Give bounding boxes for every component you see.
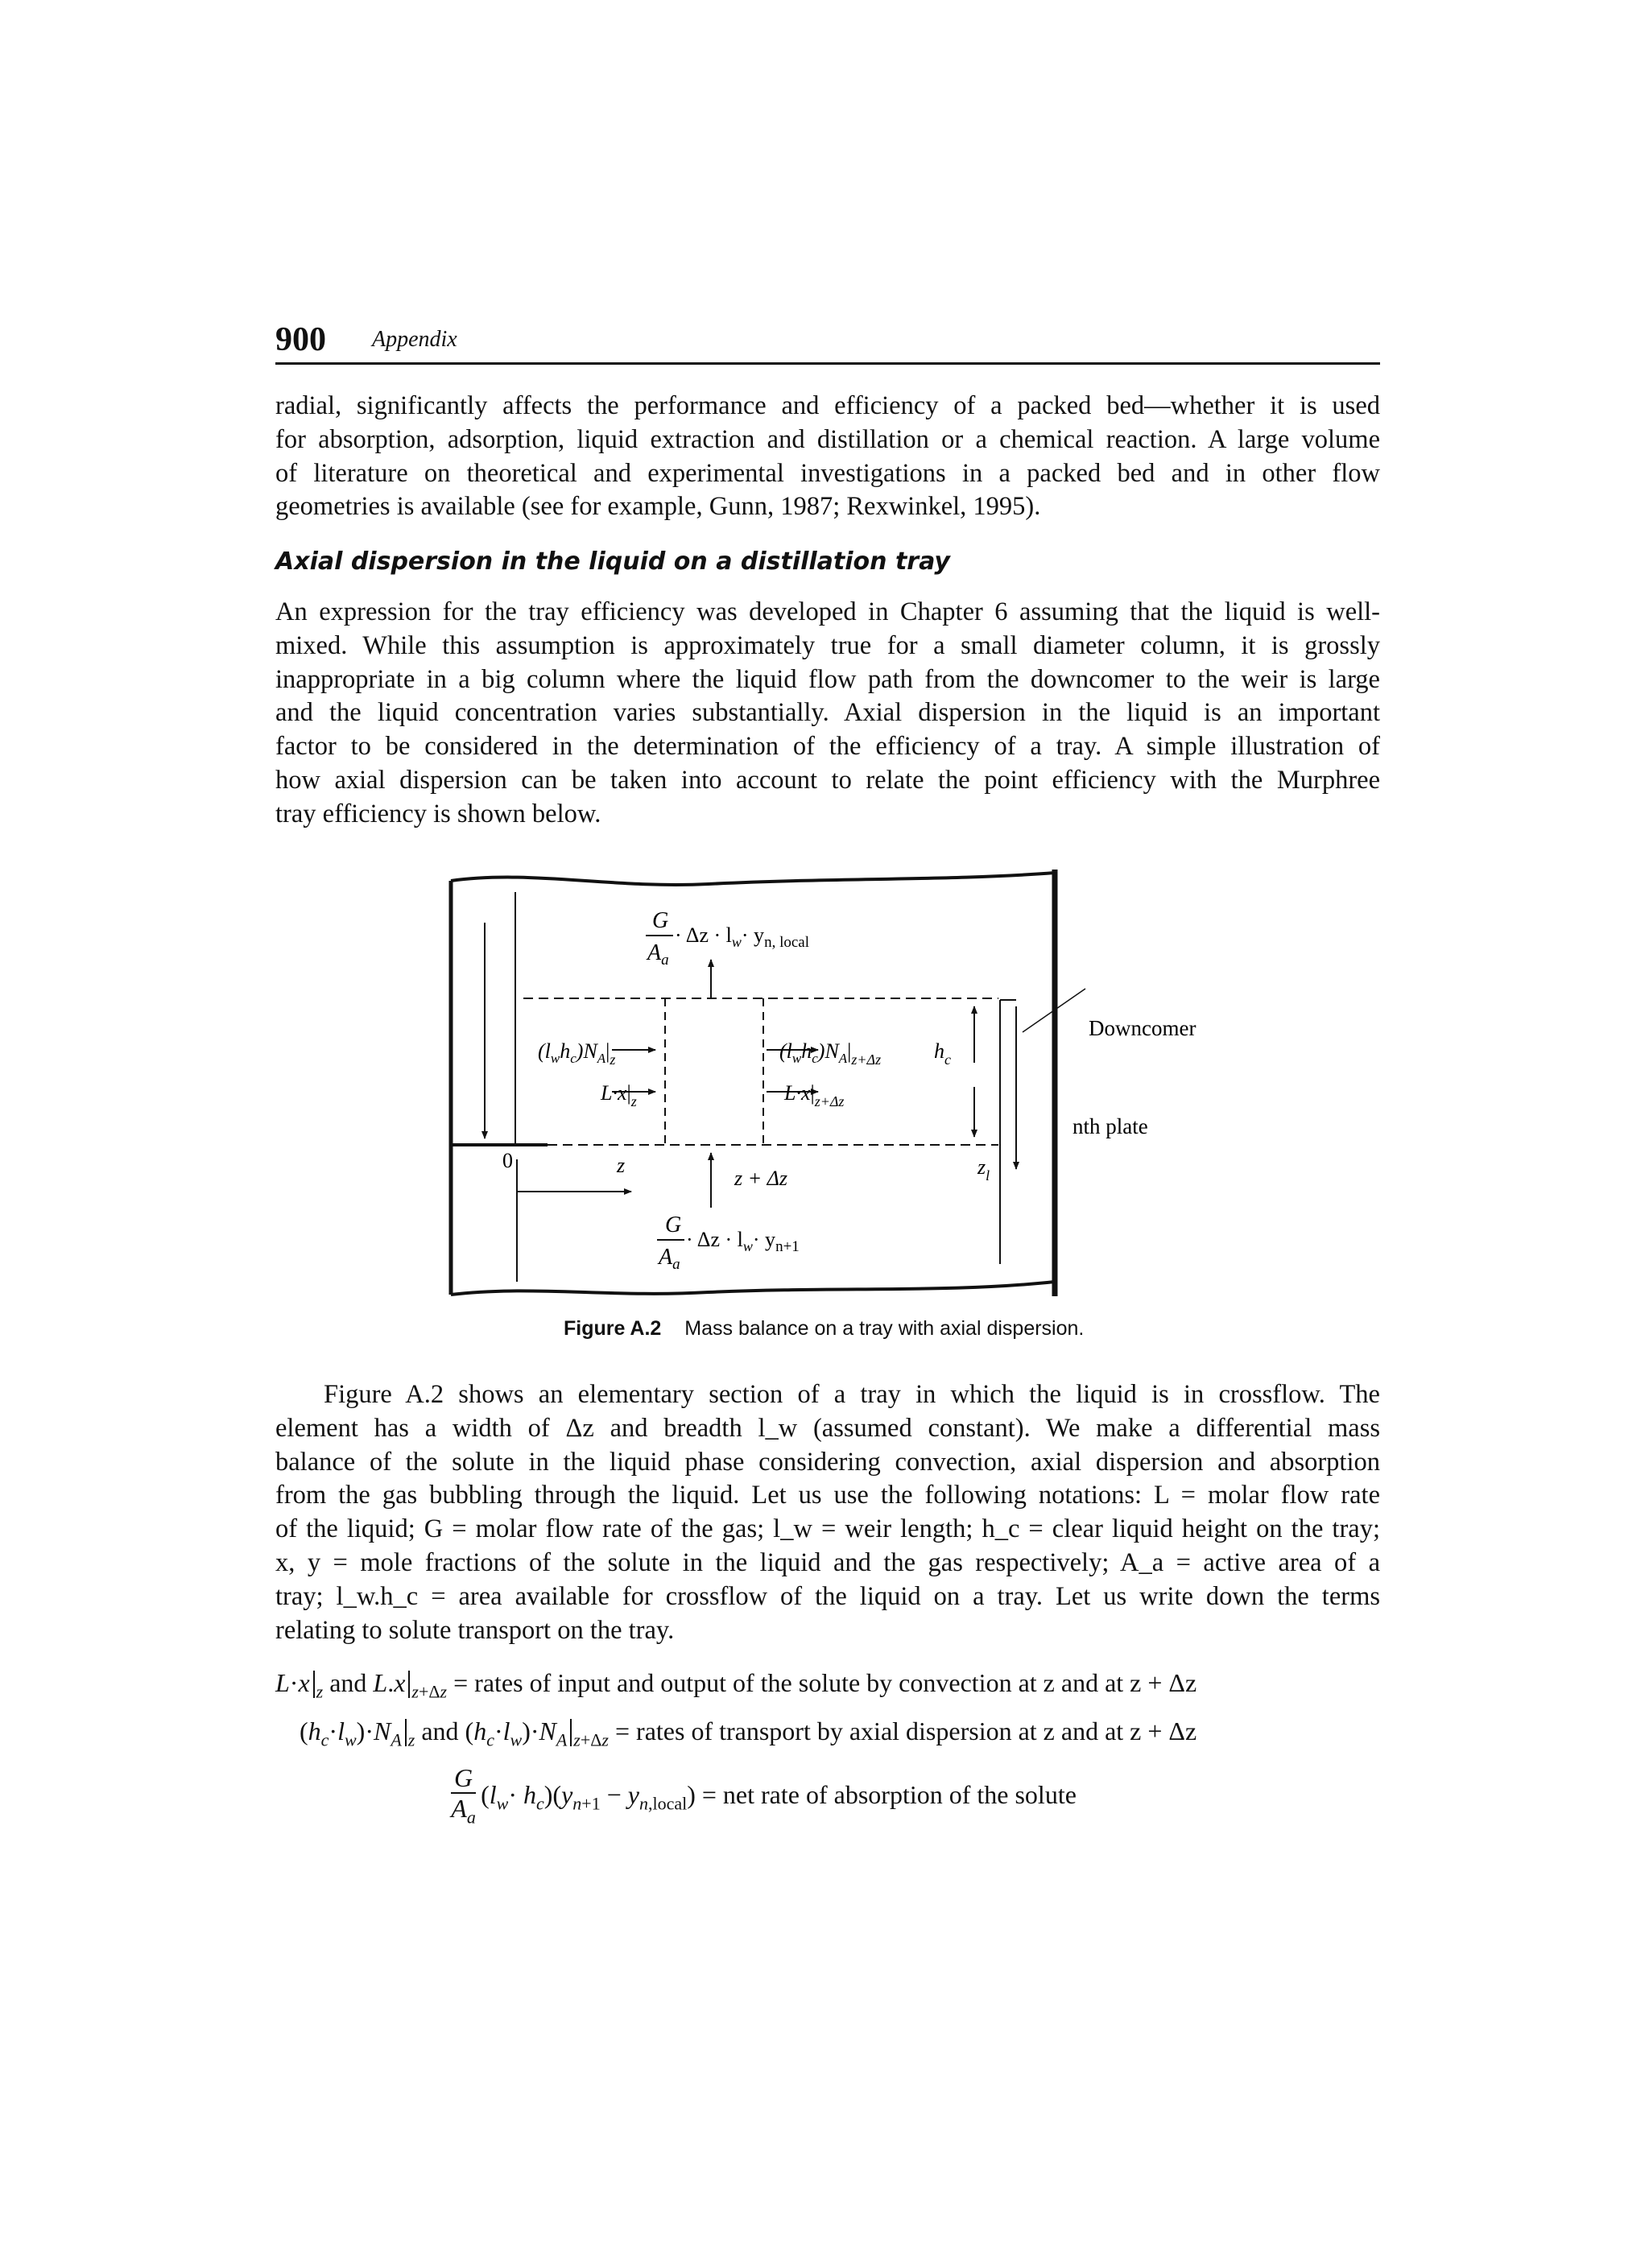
tray-bottom-wall bbox=[451, 1282, 1055, 1295]
section-heading: Axial dispersion in the liquid on a distillation tray bbox=[275, 547, 950, 576]
g-over-aa-fraction: $\frac{G}{A_a}$ bbox=[451, 1763, 476, 1828]
equation-absorption-text: = net rate of absorption of the solute bbox=[701, 1780, 1077, 1810]
tray-diagram bbox=[435, 853, 1196, 1304]
downcomer-label: Downcomer bbox=[1089, 1016, 1196, 1040]
aa-label-bottom: $A_a$ bbox=[659, 1245, 680, 1273]
text-line: radial, significantly affects the performance and efficiency of a packed bed—whether it is used bbox=[275, 391, 1380, 420]
intro-paragraph bbox=[275, 390, 1380, 524]
convection-flux-z: $L\cdot x|_z$ bbox=[601, 1081, 637, 1109]
text-line: An expression for the tray efficiency was developed in Chapter 6 assuming that the liquid is well- bbox=[275, 597, 1380, 626]
text-line: of the liquid; G = molar flow rate of the gas; l_w = weir length; h_c = clear liquid height on the tray; bbox=[275, 1514, 1380, 1544]
figure-label: Figure A.2 bbox=[564, 1317, 662, 1340]
text-line: relating to solute transport on the tray. bbox=[275, 1615, 675, 1645]
z-plus-dz-label: z + Δz bbox=[734, 1167, 788, 1190]
tray-top-wall bbox=[451, 873, 1055, 885]
equation-dispersion: $(h_c\cdot l_w)\cdot N_A$ $_z$ and $(h_c\cdot l_w)\cdot N_A$ $_{z+\Delta z}$ = rates of transport by axial dispersion at z and at z + Δz bbox=[300, 1716, 1197, 1750]
page-number: 900 bbox=[275, 321, 326, 358]
text-line: from the gas bubbling through the liquid. Let us use the following notations: L = molar flow rate bbox=[275, 1481, 1380, 1510]
text-line: geometries is available (see for example, Gunn, 1987; Rexwinkel, 1995). bbox=[275, 492, 1041, 522]
equation-absorption: $\frac{G}{A_a}$ $(l_w\cdot h_c)(y_{n+1} - y_{n,local})$ = net rate of absorption of the solute bbox=[451, 1763, 1077, 1832]
text-line: tray efficiency is shown below. bbox=[275, 799, 601, 828]
text-line: Figure A.2 shows an elementary section of a tray in which the liquid is in crossflow. The bbox=[324, 1380, 1380, 1409]
hc-label: $h_c$ bbox=[934, 1039, 951, 1068]
text-line: of literature on theoretical and experimental investigations in a packed bed and in other flow bbox=[275, 458, 1380, 488]
body-paragraph bbox=[275, 1378, 1380, 1647]
g-label-bottom: G bbox=[665, 1212, 682, 1237]
text-line: element has a width of Δz and breadth l_w (assumed constant). We make a differential mass bbox=[275, 1413, 1380, 1443]
text-line: inappropriate in a big column where the liquid flow path from the downcomer to the weir is large bbox=[275, 664, 1380, 694]
top-gas-flux: · $\Delta z \cdot l_w\cdot y_{n, local}$ bbox=[675, 923, 809, 951]
equation-convection-text: = rates of input and output of the solute by convection at z and at z + Δz bbox=[453, 1668, 1197, 1697]
text-line: tray; l_w.h_c = area available for crossflow of the liquid on a tray. Let us write down the terms bbox=[275, 1581, 1380, 1611]
running-header bbox=[275, 320, 1380, 365]
text-line: balance of the solute in the liquid phase considering convection, axial dispersion and absorption bbox=[275, 1447, 1380, 1477]
nth-plate-label: nth plate bbox=[1072, 1114, 1148, 1138]
text-line: how axial dispersion can be taken into account to relate the point efficiency with the Murphree bbox=[275, 765, 1380, 795]
text-line: for absorption, adsorption, liquid extraction and distillation or a chemical reaction. A large volume bbox=[275, 424, 1380, 454]
z-label: z bbox=[617, 1154, 626, 1177]
convection-flux-zdz: $L\cdot x|_{z+\Delta z}$ bbox=[784, 1081, 845, 1109]
dispersion-flux-z: $(l_wh_c)N_A|_z$ bbox=[538, 1039, 616, 1068]
figure-caption-text: Mass balance on a tray with axial dispersion. bbox=[684, 1317, 1085, 1340]
text-line: x, y = mole fractions of the solute in the liquid and the gas respectively; A_a = active area of a bbox=[275, 1547, 1380, 1577]
section-paragraph bbox=[275, 596, 1380, 832]
running-title: Appendix bbox=[372, 327, 457, 352]
zl-label: $z_l$ bbox=[977, 1155, 990, 1184]
equation-dispersion-text: = rates of transport by axial dispersion at z and at z + Δz bbox=[614, 1716, 1197, 1745]
figure-a2 bbox=[435, 853, 1196, 1304]
g-label-top: G bbox=[652, 908, 669, 933]
text-line: mixed. While this assumption is approximately true for a small diameter column, it is grossly bbox=[275, 630, 1380, 660]
text-line: and the liquid concentration varies substantially. Axial dispersion in the liquid is an important bbox=[275, 698, 1380, 728]
figure-caption bbox=[564, 1317, 1084, 1341]
text-line: factor to be considered in the determination of the efficiency of a tray. A simple illustration of bbox=[275, 732, 1380, 762]
bottom-gas-flux: · $\Delta z \cdot l_w\cdot y_{n+1}$ bbox=[686, 1228, 800, 1255]
origin-label: 0 bbox=[502, 1149, 513, 1172]
aa-label-top: $A_a$ bbox=[647, 940, 669, 969]
equation-convection: L·x $_z$ and L.x $_{z+\Delta z}$ = rates of input and output of the solute by convection at z and at z + Δz bbox=[275, 1668, 1197, 1702]
dispersion-flux-zdz: $(l_wh_c)N_A|_{z+\Delta z}$ bbox=[779, 1039, 882, 1068]
